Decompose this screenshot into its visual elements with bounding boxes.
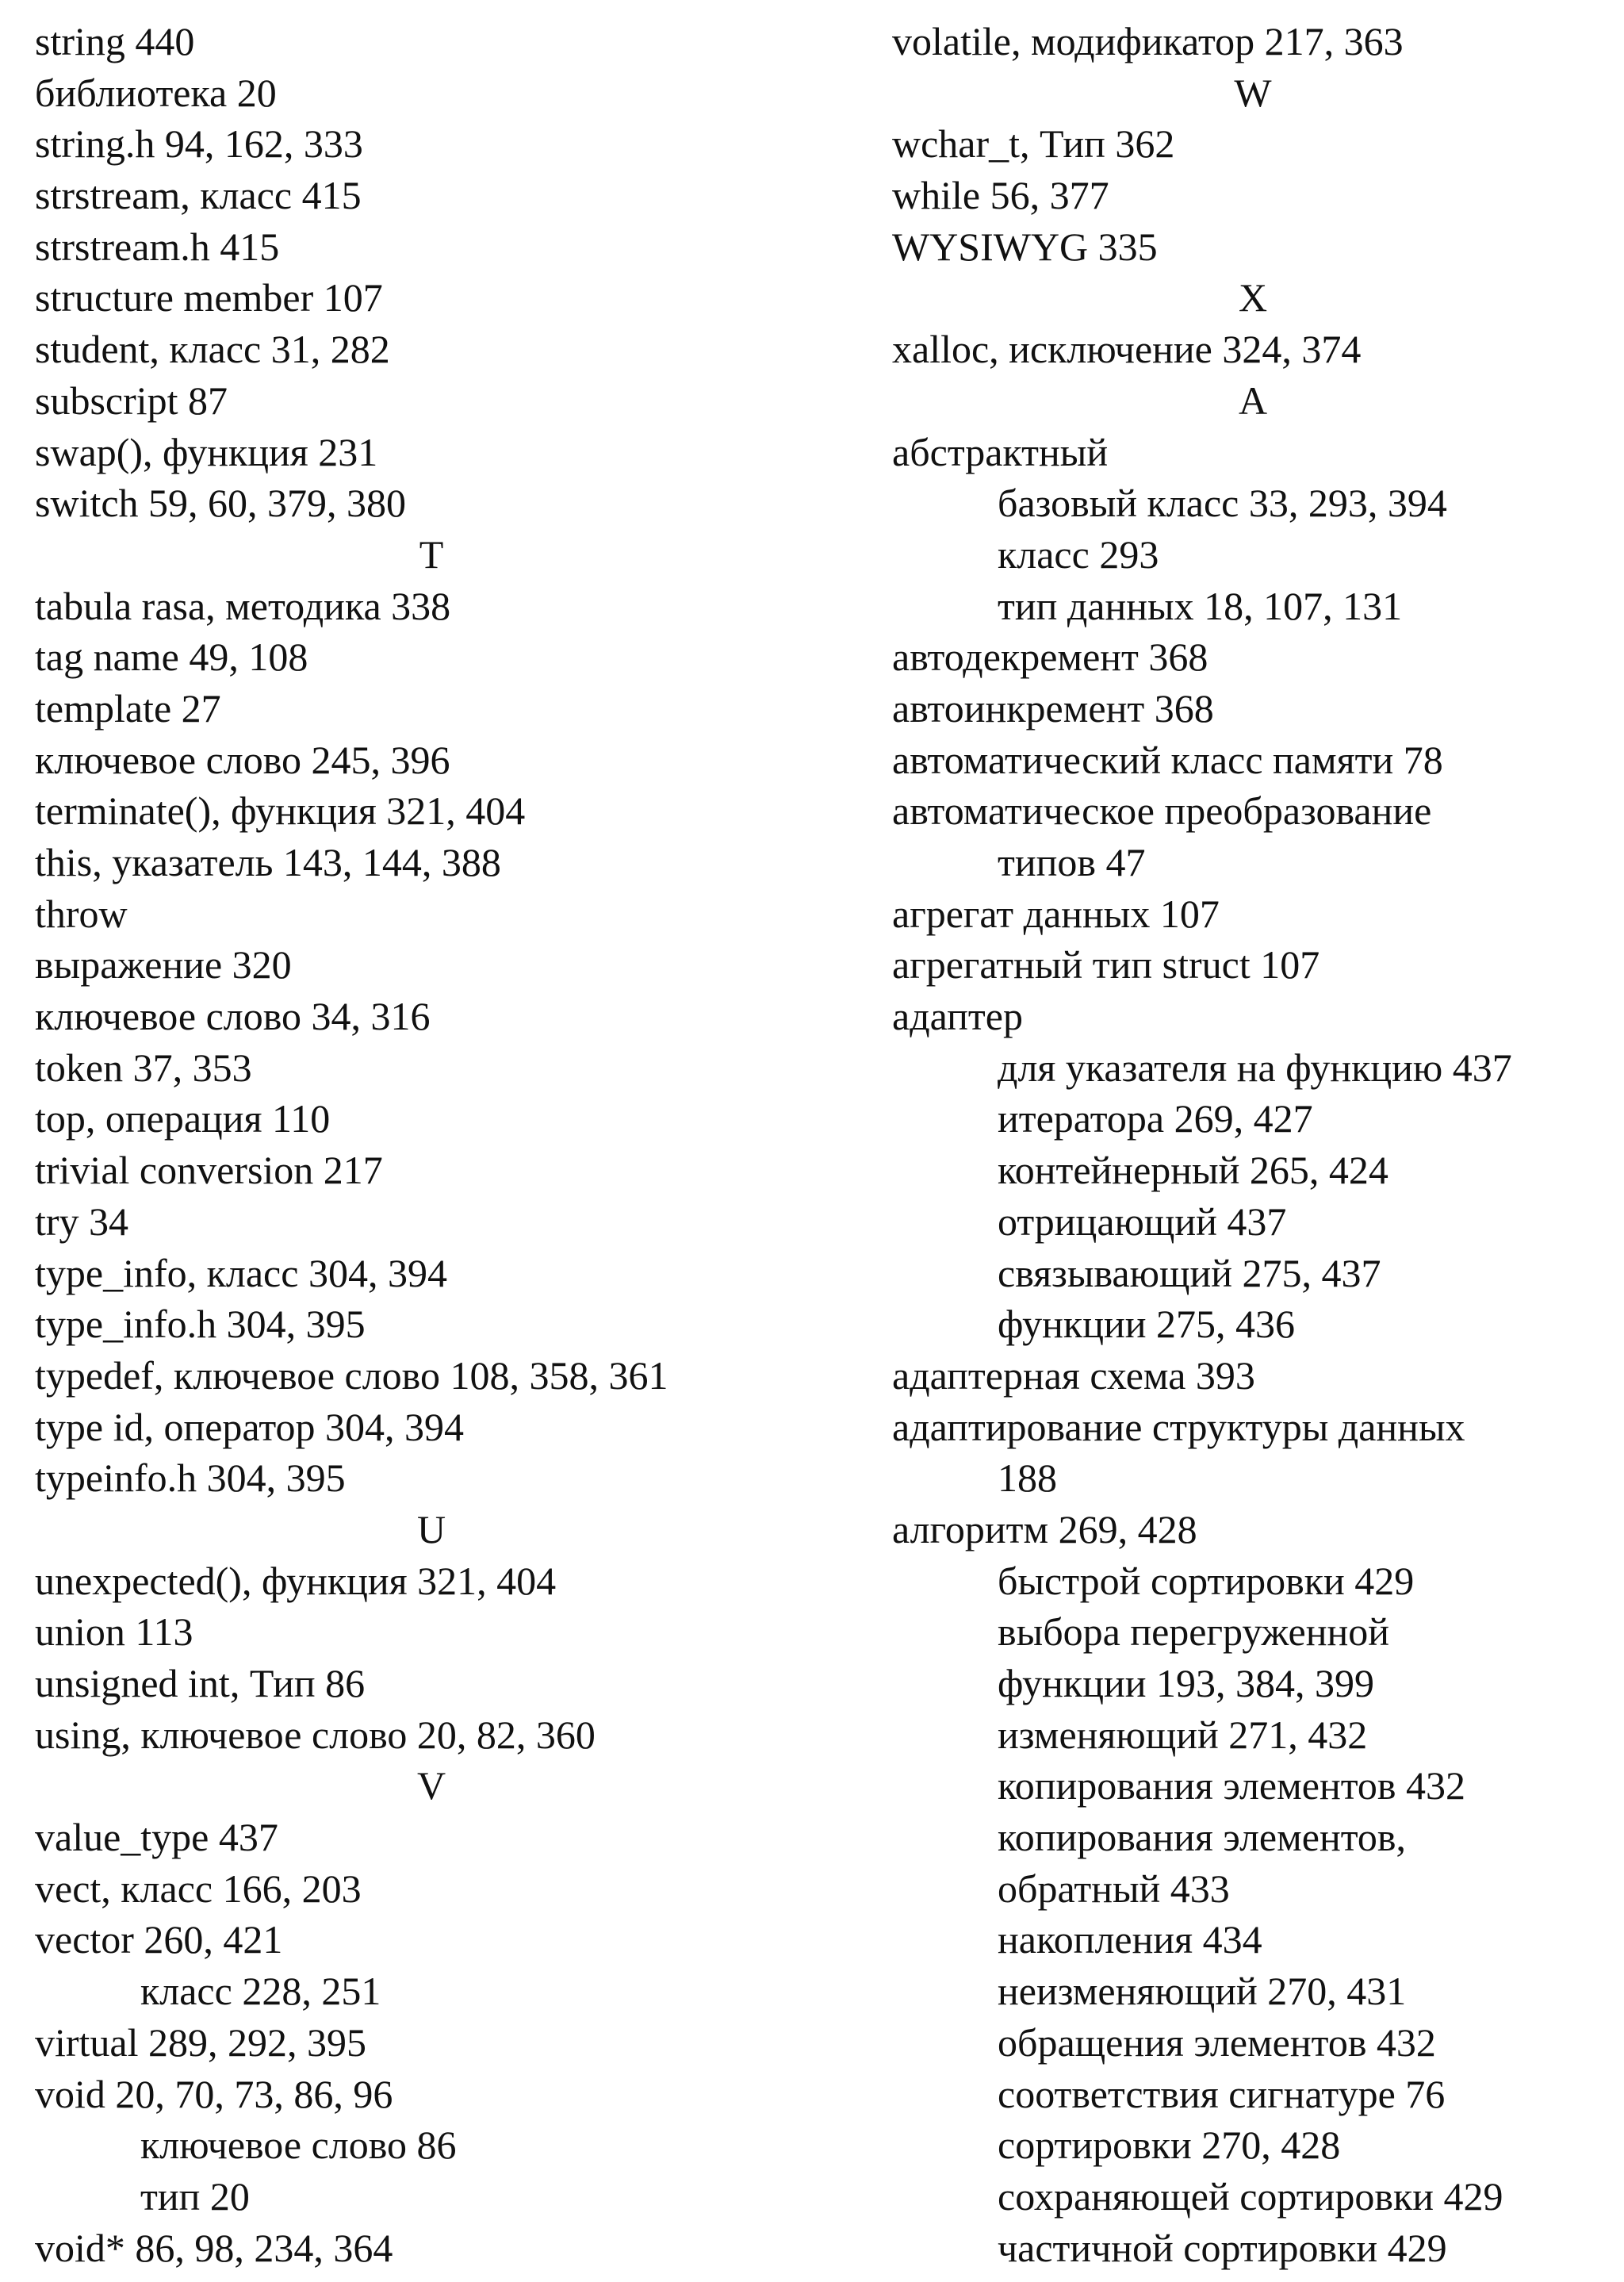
index-entry: выражение 320 <box>35 942 292 988</box>
index-subentry: соответствия сигнатуре 76 <box>998 2071 1446 2116</box>
index-subentry: класс 228, 251 <box>140 1969 381 2014</box>
index-subentry: неизменяющий 270, 431 <box>998 1969 1407 2014</box>
index-entry: string 440 <box>35 19 195 63</box>
index-entry: structure member 107 <box>35 275 383 320</box>
index-entry: while 56, 377 <box>892 173 1109 218</box>
index-subentry: копирования элементов, <box>998 1815 1407 1860</box>
index-subentry: тип 20 <box>140 2173 250 2219</box>
index-entry: абстрактный <box>892 429 1109 474</box>
index-entry: автоматическое преобразование <box>892 788 1432 834</box>
index-entry: unsigned int, Тип 86 <box>35 1661 366 1705</box>
index-subentry: быстрой сортировки 429 <box>998 1558 1415 1603</box>
index-subentry: итератора 269, 427 <box>998 1096 1313 1141</box>
index-entry: subscript 87 <box>35 378 228 423</box>
section-letter-heading: W <box>1234 70 1272 115</box>
index-entry: wchar_t, Тип 362 <box>892 121 1175 167</box>
index-subentry: типов 47 <box>998 840 1146 884</box>
index-subentry: ключевое слово 86 <box>140 2123 457 2168</box>
index-entry: value_type 437 <box>35 1815 278 1860</box>
index-subentry: отрицающий 437 <box>998 1199 1287 1244</box>
index-entry: typeinfo.h 304, 395 <box>35 1455 346 1501</box>
index-entry: template 27 <box>35 685 221 731</box>
index-entry: адаптирование структуры данных <box>892 1404 1465 1449</box>
index-entry: автоматический класс памяти 78 <box>892 737 1443 782</box>
index-subentry: накопления 434 <box>998 1917 1262 1962</box>
index-subentry: сохраняющей сортировки 429 <box>998 2173 1503 2219</box>
index-entry: ключевое слово 245, 396 <box>35 737 450 782</box>
index-entry: библиотека 20 <box>35 70 277 115</box>
index-entry: typedef, ключевое слово 108, 358, 361 <box>35 1352 668 1398</box>
index-subentry: копирования элементов 432 <box>998 1763 1466 1808</box>
index-entry: try 34 <box>35 1199 129 1244</box>
section-letter-heading: V <box>416 1763 446 1808</box>
index-subentry: базовый класс 33, 293, 394 <box>998 481 1447 526</box>
index-entry: token 37, 353 <box>35 1045 252 1090</box>
index-subentry: выбора перегруженной <box>998 1609 1390 1655</box>
section-letter-heading: T <box>419 531 444 577</box>
index-entry: vector 260, 421 <box>35 1917 283 1962</box>
index-subentry: изменяющий 271, 432 <box>998 1712 1368 1757</box>
index-subentry: 188 <box>998 1455 1057 1501</box>
index-entry: terminate(), функция 321, 404 <box>35 788 526 834</box>
index-column-left <box>35 16 828 2273</box>
index-entry: адаптер <box>892 994 1023 1039</box>
index-subentry: тип данных 18, 107, 131 <box>998 583 1403 628</box>
index-entry: union 113 <box>35 1609 193 1655</box>
index-subentry: для указателя на функцию 437 <box>998 1045 1512 1090</box>
index-entry: swap(), функция 231 <box>35 429 378 474</box>
index-entry: virtual 289, 292, 395 <box>35 2019 367 2065</box>
index-entry: tabula rasa, методика 338 <box>35 583 451 628</box>
index-entry: WYSIWYG 335 <box>892 224 1158 269</box>
index-entry: type_info, класс 304, 394 <box>35 1250 447 1295</box>
index-subentry: контейнерный 265, 424 <box>998 1148 1388 1193</box>
index-entry: vect, класс 166, 203 <box>35 1866 362 1911</box>
index-entry: void* 86, 98, 234, 364 <box>35 2225 393 2270</box>
index-subentry: обратный 433 <box>998 1866 1230 1911</box>
index-subentry: сортировки 270, 428 <box>998 2123 1341 2168</box>
index-subentry: обращения элементов 432 <box>998 2019 1436 2065</box>
index-entry: throw <box>35 891 128 936</box>
index-entry: top, операция 110 <box>35 1096 331 1141</box>
index-entry: агрегат данных 107 <box>892 891 1220 936</box>
index-entry: ключевое слово 34, 316 <box>35 994 431 1039</box>
index-subentry: класс 293 <box>998 531 1159 577</box>
index-entry: unexpected(), функция 321, 404 <box>35 1558 557 1603</box>
index-entry: void 20, 70, 73, 86, 96 <box>35 2071 393 2116</box>
index-entry: trivial conversion 217 <box>35 1148 383 1193</box>
index-entry: xalloc, исключение 324, 374 <box>892 327 1362 372</box>
index-entry: strstream.h 415 <box>35 224 280 269</box>
index-entry: адаптерная схема 393 <box>892 1352 1255 1398</box>
index-entry: this, указатель 143, 144, 388 <box>35 840 501 884</box>
index-subentry: частичной сортировки 429 <box>998 2225 1447 2270</box>
index-entry: алгоритм 269, 428 <box>892 1506 1197 1551</box>
index-entry: автоинкремент 368 <box>892 685 1214 731</box>
section-letter-heading: А <box>1238 378 1268 423</box>
index-column-right <box>892 16 1606 2273</box>
index-entry: student, класс 31, 282 <box>35 327 390 372</box>
index-entry: type id, оператор 304, 394 <box>35 1404 465 1449</box>
index-entry: using, ключевое слово 20, 82, 360 <box>35 1712 596 1757</box>
index-entry: string.h 94, 162, 333 <box>35 121 363 167</box>
section-letter-heading: U <box>416 1506 446 1551</box>
index-subentry: связывающий 275, 437 <box>998 1250 1381 1295</box>
index-entry: strstream, класс 415 <box>35 173 362 218</box>
index-entry: switch 59, 60, 379, 380 <box>35 481 407 526</box>
index-entry: tag name 49, 108 <box>35 635 308 680</box>
section-letter-heading: X <box>1238 275 1268 320</box>
index-subentry: функции 275, 436 <box>998 1302 1295 1347</box>
index-entry: агрегатный тип struct 107 <box>892 942 1320 988</box>
index-entry: type_info.h 304, 395 <box>35 1302 366 1347</box>
index-entry: volatile, модификатор 217, 363 <box>892 19 1404 63</box>
index-entry: автодекремент 368 <box>892 635 1208 680</box>
index-subentry: функции 193, 384, 399 <box>998 1661 1374 1705</box>
